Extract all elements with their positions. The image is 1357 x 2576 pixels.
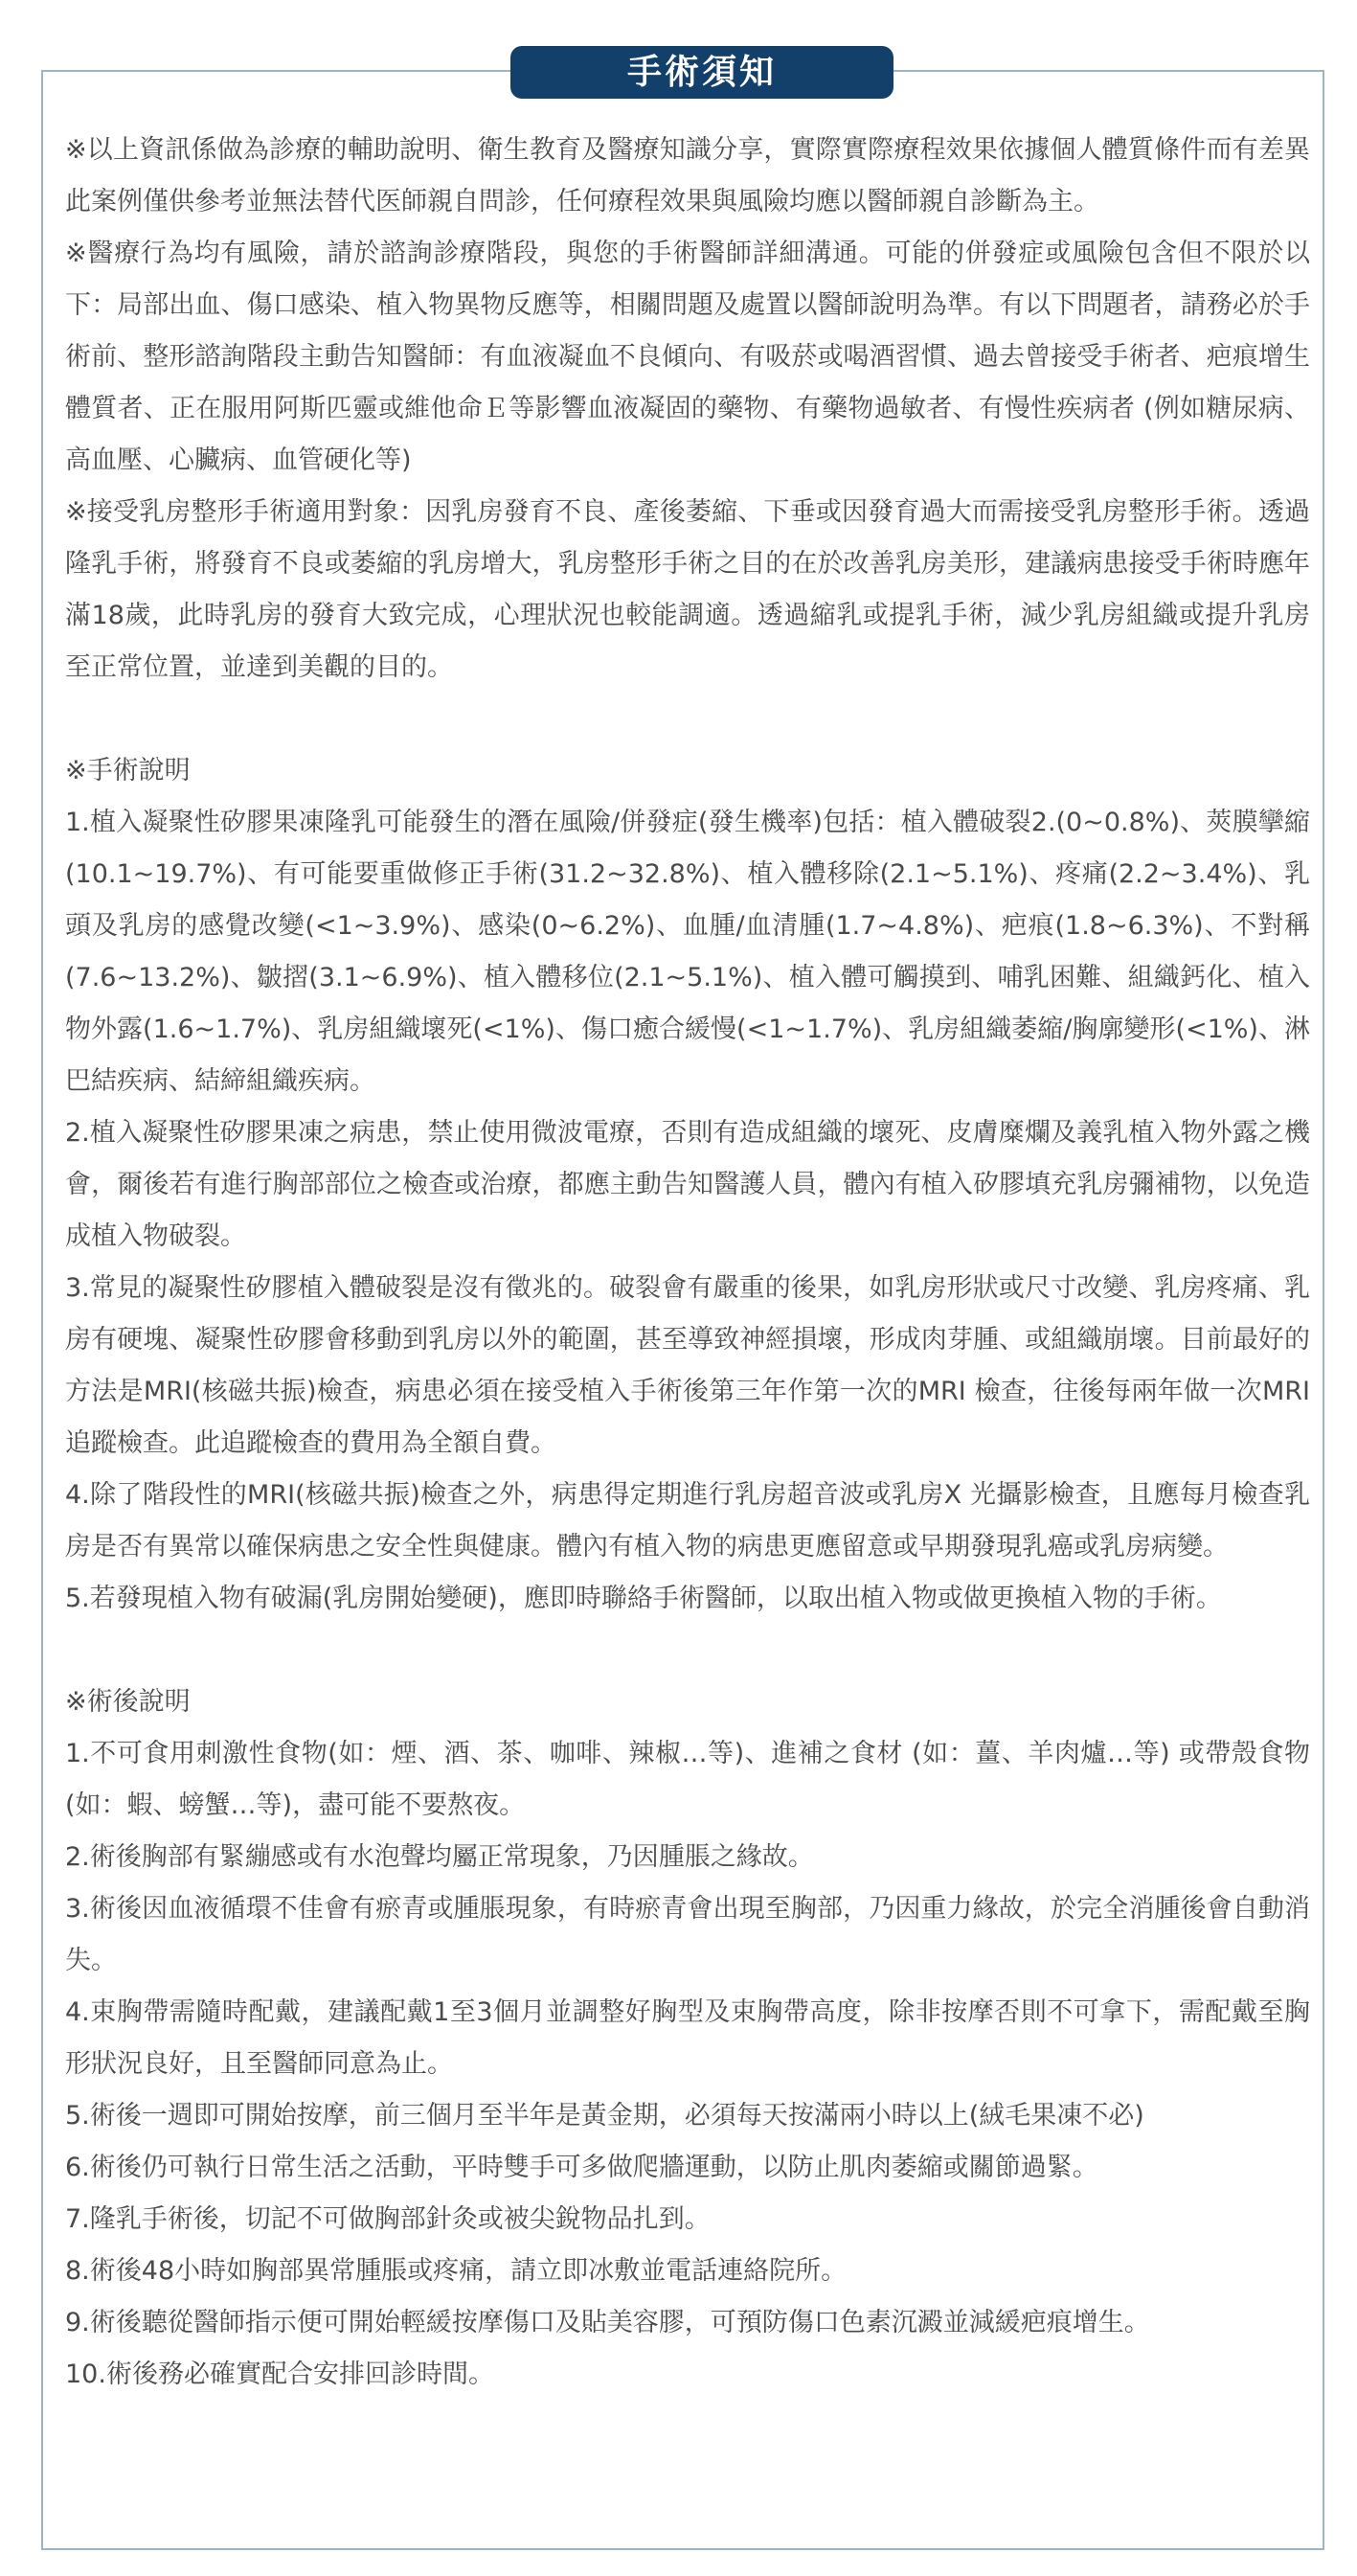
- postop-item-2: 2.術後胸部有緊繃感或有水泡聲均屬正常現象，乃因腫脹之緣故。: [65, 1842, 814, 1872]
- surgery-item-3: 3.常見的凝聚性矽膠植入體破裂是沒有徵兆的。破裂會有嚴重的後果，如乳房形狀或尺寸改變、乳房疼痛、乳房有硬塊、凝聚性矽膠會移動到乳房以外的範圍，甚至導致神經損壞，形成肉芽腫、或組織崩壞。目前最好的方法是MRI(核磁共振)檢查，病患必須在接受植入手術後第三年作第一次的MRI 檢查，往後每兩年做一次MRI 追蹤檢查。此追蹤檢查的費用為全額自費。: [65, 1273, 1310, 1458]
- postop-item-8: 8.術後48小時如胸部異常腫脹或疼痛，請立即冰敷並電話連絡院所。: [65, 2256, 848, 2286]
- intro-paragraph-2: ※醫療行為均有風險，請於諮詢診療階段，與您的手術醫師詳細溝通。可能的併發症或風險包含但不限於以下：局部出血、傷口感染、植入物異物反應等，相關問題及處置以醫師說明為準。有以下問題者，請務必於手術前、整形諮詢階段主動告知醫師：有血液凝血不良傾向、有吸菸或喝酒習慣、過去曾接受手術者、疤痕增生體質者、正在服用阿斯匹靈或維他命Ｅ等影響血液凝固的藥物、有藥物過敏者、有慢性疾病者 (例如糖尿病、高血壓、心臟病、血管硬化等): [65, 239, 1310, 475]
- surgery-item-5: 5.若發現植入物有破漏(乳房開始變硬)，應即時聯絡手術醫師，以取出植入物或做更換植入物的手術。: [65, 1584, 1222, 1613]
- postop-item-6: 6.術後仍可執行日常生活之活動，平時雙手可多做爬牆運動，以防止肌肉萎縮或關節過緊。: [65, 2153, 1098, 2182]
- page-title: 手術須知: [510, 46, 893, 99]
- notice-content: [65, 125, 1310, 2401]
- section-spacer: [65, 1625, 1310, 1676]
- surgery-heading: ※手術說明: [65, 756, 191, 786]
- postop-item-9: 9.術後聽從醫師指示便可開始輕緩按摩傷口及貼美容膠，可預防傷口色素沉澱並減緩疤痕增生。: [65, 2308, 1150, 2337]
- intro-paragraph-3: ※接受乳房整形手術適用對象：因乳房發育不良、產後萎縮、下垂或因發育過大而需接受乳房整形手術。透過隆乳手術，將發育不良或萎縮的乳房增大，乳房整形手術之目的在於改善乳房美形，建議病患接受手術時應年滿18歲，此時乳房的發育大致完成，心理狀況也較能調適。透過縮乳或提乳手術，減少乳房組織或提升乳房至正常位置，並達到美觀的目的。: [65, 497, 1310, 682]
- postop-item-4: 4.束胸帶需隨時配戴，建議配戴1至3個月並調整好胸型及束胸帶高度，除非按摩否則不可拿下，需配戴至胸形狀況良好，且至醫師同意為止。: [65, 1997, 1310, 2079]
- postop-item-10: 10.術後務必確實配合安排回診時間。: [65, 2359, 494, 2389]
- postop-item-7: 7.隆乳手術後，切記不可做胸部針灸或被尖銳物品扎到。: [65, 2204, 711, 2234]
- postop-item-5: 5.術後一週即可開始按摩，前三個月至半年是黃金期，必須每天按滿兩小時以上(絨毛果凍不必): [65, 2101, 1144, 2131]
- postop-heading: ※術後說明: [65, 1687, 191, 1717]
- intro-paragraph-1: ※以上資訊係做為診療的輔助說明、衛生教育及醫療知識分享，實際實際療程效果依據個人體質條件而有差異此案例僅供參考並無法替代医師親自問診，任何療程效果與風險均應以醫師親自診斷為主。: [65, 135, 1310, 217]
- section-spacer: [65, 694, 1310, 745]
- surgery-item-1: 1.植入凝聚性矽膠果凍隆乳可能發生的潛在風險/併發症(發生機率)包括：植入體破裂2.(0~0.8%)、莢膜攣縮(10.1~19.7%)、有可能要重做修正手術(31.2~32.8%)、植入體移除(2.1~5.1%)、疼痛(2.2~3.4%)、乳頭及乳房的感覺改變(<1~3.9%)、感染(0~6.2%)、血腫/血清腫(1.7~4.8%)、疤痕(1.8~6.3%)、不對稱(7.6~13.2%)、皺摺(3.1~6.9%)、植入體移位(2.1~5.1%)、植入體可觸摸到、哺乳困難、組織鈣化、植入物外露(1.6~1.7%)、乳房組織壞死(<1%)、傷口癒合緩慢(<1~1.7%)、乳房組織萎縮/胸廓變形(<1%)、淋巴結疾病、結締組織疾病。: [65, 808, 1310, 1096]
- surgery-item-4: 4.除了階段性的MRI(核磁共振)檢查之外，病患得定期進行乳房超音波或乳房X 光攝影檢查，且應每月檢查乳房是否有異常以確保病患之安全性與健康。體內有植入物的病患更應留意或早期發現乳癌或乳房病變。: [65, 1480, 1310, 1562]
- postop-item-1: 1.不可食用刺激性食物(如：煙、酒、茶、咖啡、辣椒…等)、進補之食材 (如：薑、羊肉爐…等) 或帶殼食物(如：蝦、螃蟹…等)，盡可能不要熬夜。: [65, 1739, 1310, 1820]
- postop-item-3: 3.術後因血液循環不佳會有瘀青或腫脹現象，有時瘀青會出現至胸部，乃因重力緣故，於完全消腫後會自動消失。: [65, 1894, 1310, 1975]
- surgery-item-2: 2.植入凝聚性矽膠果凍之病患，禁止使用微波電療，否則有造成組織的壞死、皮膚糜爛及義乳植入物外露之機會，爾後若有進行胸部部位之檢查或治療，都應主動告知醫護人員，體內有植入矽膠填充乳房彌補物，以免造成植入物破裂。: [65, 1118, 1310, 1251]
